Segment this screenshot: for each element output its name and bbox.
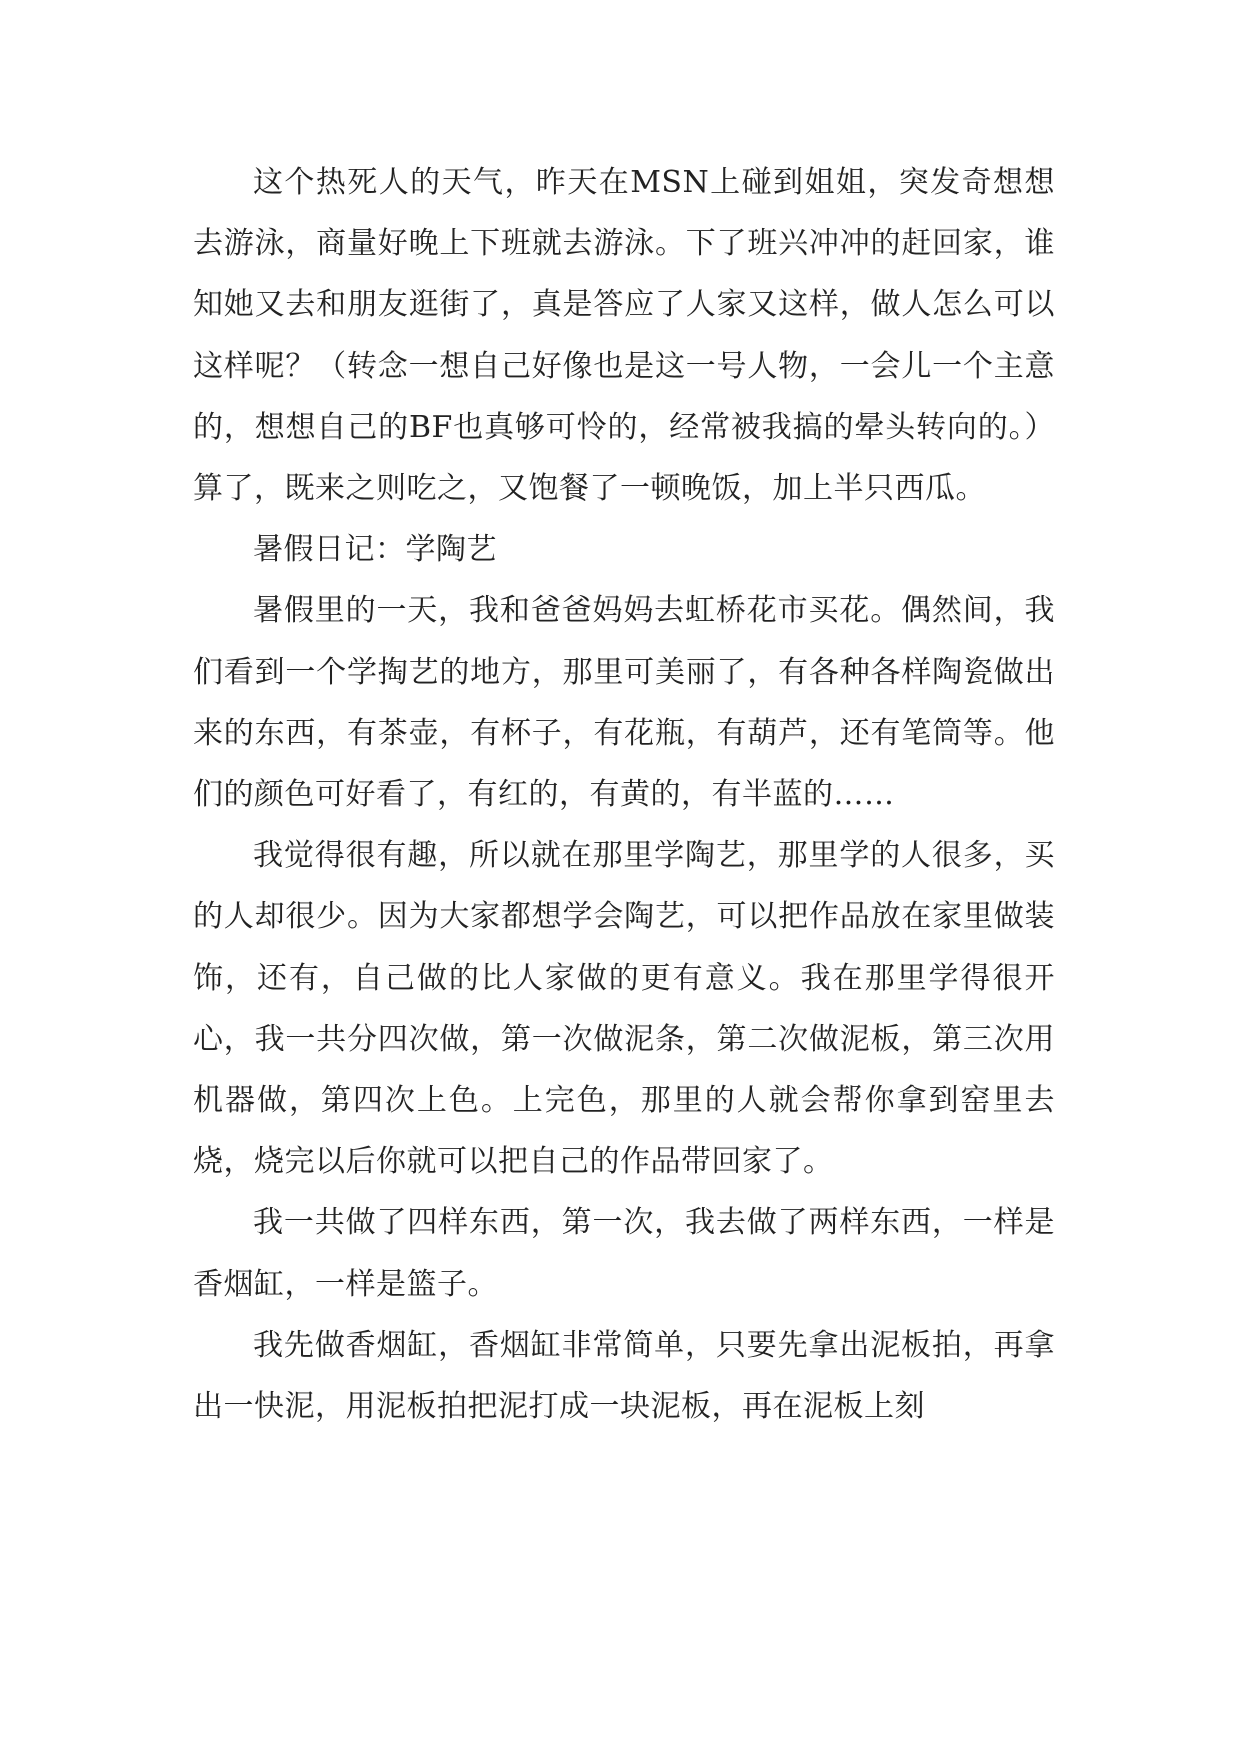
document-body: [193, 152, 1055, 1437]
paragraph-learning: 我觉得很有趣，所以就在那里学陶艺，那里学的人很多，买的人却很少。因为大家都想学会陶艺，可以把作品放在家里做装饰，还有，自己做的比人家做的更有意义。我在那里学得很开心，我一共分四次做，第一次做泥条，第二次做泥板，第三次用机器做，第四次上色。上完色，那里的人就会帮你拿到窑里去烧，烧完以后你就可以把自己的作品带回家了。: [193, 838, 1055, 1180]
paragraph-pottery-intro: 暑假里的一天，我和爸爸妈妈去虹桥花市买花。偶然间，我们看到一个学掏艺的地方，那里可美丽了，有各种各样陶瓷做出来的东西，有茶壶，有杯子，有花瓶，有葫芦，还有笔筒等。他们的颜色可好看了，有红的，有黄的，有半蓝的……: [193, 593, 1055, 813]
paragraph-swimming: 这个热死人的天气，昨天在MSN上碰到姐姐，突发奇想想去游泳，商量好晚上下班就去游泳。下了班兴冲冲的赶回家，谁知她又去和朋友逛街了，真是答应了人家又这样，做人怎么可以这样呢？（转念一想自己好像也是这一号人物，一会儿一个主意的，想想自己的BF也真够可怜的，经常被我搞的晕头转向的。）算了，既来之则吃之，又饱餐了一顿晚饭，加上半只西瓜。: [193, 165, 1055, 507]
paragraph-ashtray: 我先做香烟缸，香烟缸非常简单，只要先拿出泥板拍，再拿出一快泥，用泥板拍把泥打成一块泥板，再在泥板上刻: [193, 1327, 1055, 1425]
paragraph-four-items: 我一共做了四样东西，第一次，我去做了两样东西，一样是香烟缸，一样是篮子。: [193, 1205, 1055, 1302]
section-title: 暑假日记：学陶艺: [253, 532, 497, 568]
